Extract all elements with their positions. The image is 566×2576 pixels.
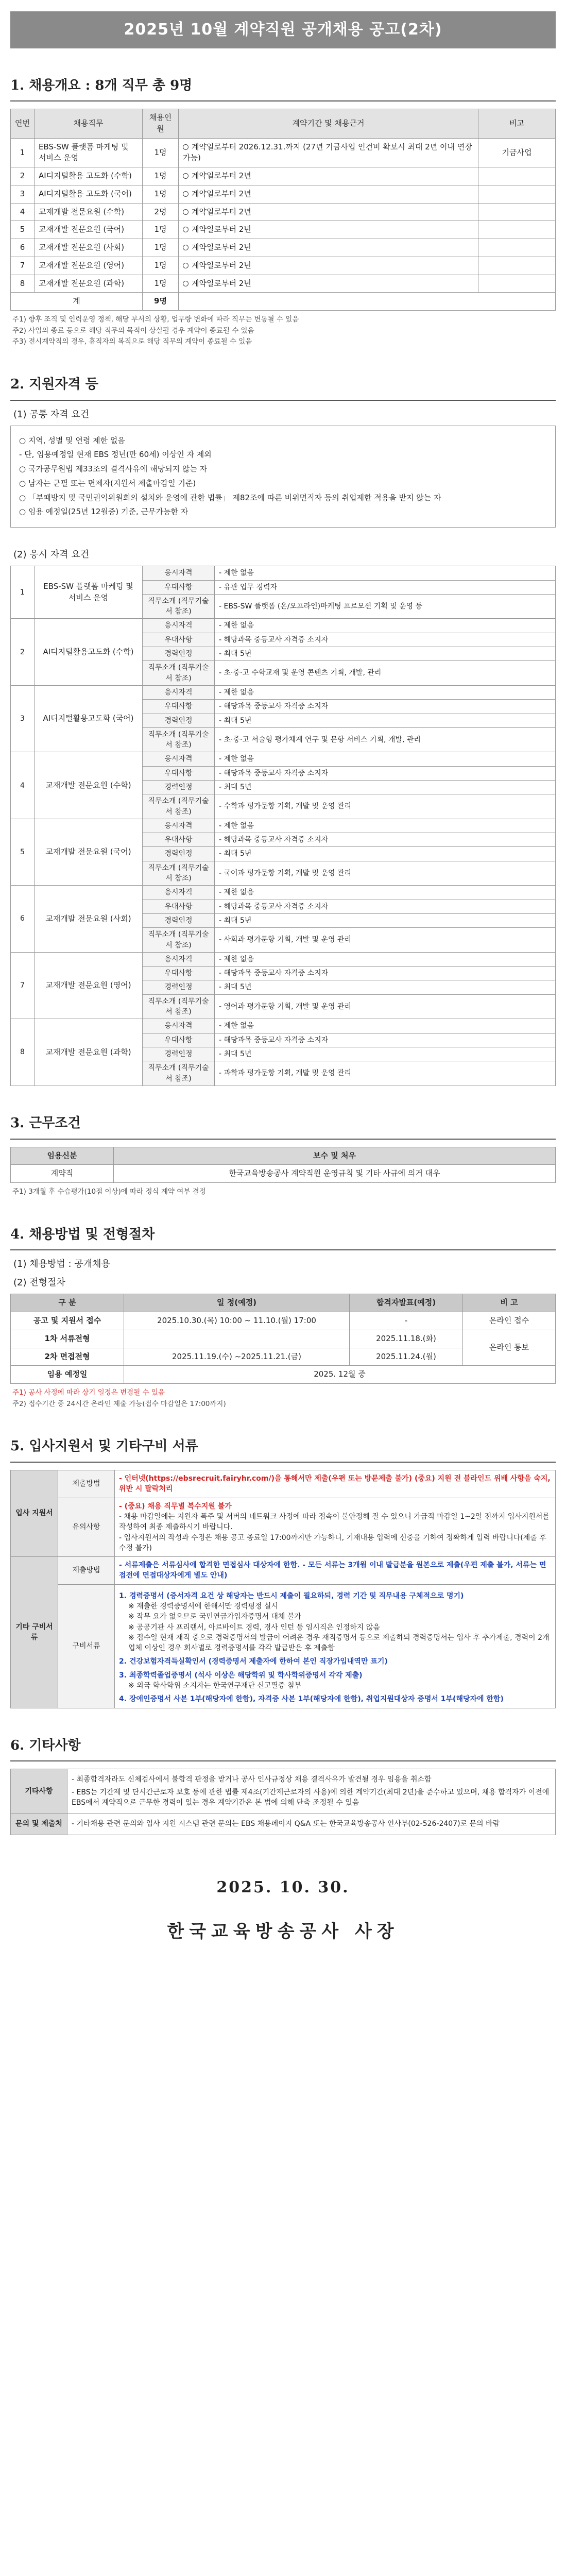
qual-no: 3 [11,685,35,752]
stage-name: 1차 서류전형 [11,1330,124,1348]
qual-value: - 수학과 평가문항 기획, 개발 및 운영 관리 [215,794,556,819]
row-period-cell [179,239,478,257]
row-no: 8 [11,275,35,293]
section-1-heading: 1. 채용개요 : 8개 직무 총 9명 [10,76,556,102]
total-label: 계 [11,293,143,311]
row-period: 계약일로부터 2년 [192,278,251,288]
qual-key: 경력인정 [143,913,215,927]
section-5-heading: 5. 입사지원서 및 기타구비 서류 [10,1437,556,1463]
qual-key: 경력인정 [143,647,215,661]
circle-bullet-icon [183,263,188,268]
recruit-overview-table [10,109,556,311]
qual-key: 경력인정 [143,980,215,994]
row-period: 계약일로부터 2년 [192,207,251,216]
doc-line [128,1601,551,1612]
extra-method-text: - 서류제출은 서류심사에 합격한 면접심사 대상자에 한함. - 모든 서류는 3개월 이내 발급분을 원본으로 제출(우편 제출 불가, 서류는 면접전에 면접대상자에게 별도 안내) [119,1561,546,1580]
work-condition-table [10,1147,556,1183]
issuer-name: 한국교육방송공사 사장 [167,1921,399,1942]
qual-key: 직무소개 (직무기술서 참조) [143,594,215,619]
qual-key: 직무소개 (직무기술서 참조) [143,994,215,1019]
qual-value: - 제한 없음 [215,886,556,900]
row-note [478,221,556,239]
row-job: 교재개발 전문요원 (수학) [35,203,143,221]
page-title: 2025년 10월 계약직원 공개채용 공고(2차) [10,11,556,48]
row-job: AI디지털활용 고도화 (수학) [35,167,143,185]
caution-label: 유의사항 [58,1498,115,1556]
doc-line [128,1633,551,1654]
row-note [478,239,556,257]
common-qual-box [10,426,556,528]
row-no: 4 [11,203,35,221]
qual-value: - 해당과목 중등교사 자격증 소지자 [215,967,556,980]
qual-value: - 해당과목 중등교사 자격증 소지자 [215,700,556,714]
qual-value: - 해당과목 중등교사 자격증 소지자 [215,833,556,847]
qual-value: - 최대 5년 [215,1047,556,1061]
qual-key: 우대사항 [143,967,215,980]
common-qual-subheading: (1) 공통 자격 요건 [13,409,89,420]
col-header: 채용인원 [143,109,179,139]
circle-bullet-icon [183,281,188,286]
qual-key: 응시자격 [143,819,215,833]
qual-key: 응시자격 [143,886,215,900]
doc-line [128,1681,551,1691]
circle-bullet-icon [183,173,188,179]
row-period-cell [179,138,478,167]
qual-value: - 제한 없음 [215,685,556,699]
row-no: 2 [11,167,35,185]
row-period: 계약일로부터 2년 [192,189,251,198]
qual-key: 우대사항 [143,633,215,647]
row-period: 계약일로부터 2년 [192,260,251,270]
stage-schedule: 2025.11.19.(수) ~2025.11.21.(금) [124,1348,350,1366]
table-row [11,185,556,203]
qual-key: 직무소개 (직무기술서 참조) [143,794,215,819]
qual-key: 직무소개 (직무기술서 참조) [143,861,215,886]
qual-value: - 최대 5년 [215,980,556,994]
row-note [478,185,556,203]
notice-date: 2025. 10. 30. [216,1878,350,1896]
stage-schedule [124,1330,350,1348]
qual-row [11,819,556,833]
section-3-note: 주1) 3개월 후 수습평가(10점 이상)에 따라 정식 계약 여부 결정 [12,1188,206,1196]
qual-key: 경력인정 [143,781,215,794]
qual-key: 응시자격 [143,752,215,766]
row-count: 1명 [143,221,179,239]
doc-text: 최종학력졸업증명서 (석사 이상은 해당학위 및 학사학위증명서 각각 제출) [129,1671,363,1680]
etc-cell [67,1769,556,1814]
circle-bullet-icon [183,245,188,250]
row-job: 교재개발 전문요원 (사회) [35,239,143,257]
total-empty [179,293,556,311]
docs-cell [115,1584,556,1708]
qual-key: 우대사항 [143,766,215,780]
stage-name: 임용 예정일 [11,1366,124,1384]
section-6-heading: 6. 기타사항 [10,1736,556,1762]
row-job: 교재개발 전문요원 (영어) [35,257,143,275]
stage-result: 2025.11.18.(화) [350,1330,463,1348]
qual-value: - 유관 업무 경력자 [215,580,556,594]
qual-value: - 제한 없음 [215,952,556,966]
qual-job: 교재개발 전문요원 (수학) [35,752,143,819]
process-table [10,1294,556,1384]
row-period-cell [179,275,478,293]
stage-schedule: 2025. 12월 중 [124,1366,556,1384]
doc-text: ※ 접수일 현재 재직 중으로 경력증명서의 발급이 어려운 경우 재직증명서 등으로 제출하되 경력증명서는 입사 후 추가제출, 경력이 2개 업체 이상인 경우 회사별로 경력증명서를 각각 발급받은 후 제출함 [128,1633,550,1653]
note-line: 주2) 사업의 종료 등으로 해당 직무의 목적이 상실될 경우 계약이 종료될 수 있음 [12,326,254,335]
col-header: 비고 [478,109,556,139]
stage-note: 온라인 통보 [463,1330,556,1366]
qual-key: 우대사항 [143,833,215,847]
qual-no: 7 [11,952,35,1019]
row-period-cell [179,257,478,275]
row-no: 5 [11,221,35,239]
common-qual-item: ○ 임용 예정일(25년 12월중) 기준, 근무가능한 자 [19,507,188,517]
table-row [11,221,556,239]
qual-row [11,685,556,699]
qual-row [11,619,556,633]
col-header: 비 고 [463,1294,556,1312]
col-header: 합격자발표(예정) [350,1294,463,1312]
qual-value: - 제한 없음 [215,619,556,633]
etc-line: - 최종합격자라도 신체검사에서 불합격 판정을 받거나 공사 인사규정상 채용 결격사유가 발견될 경우 임용을 취소함 [72,1775,432,1784]
qual-key: 우대사항 [143,580,215,594]
row-count: 1명 [143,257,179,275]
row-count: 1명 [143,185,179,203]
qual-no: 6 [11,886,35,952]
doc-index: 3. [119,1671,129,1680]
stage-note: 온라인 접수 [463,1312,556,1330]
doc-line [119,1591,551,1601]
row-period-cell [179,185,478,203]
method-subheading: (1) 채용방법 : 공개채용 [13,1259,110,1270]
employment-status: 계약직 [11,1165,114,1183]
qual-value: - 최대 5년 [215,647,556,661]
qual-key: 우대사항 [143,700,215,714]
row-period-cell [179,167,478,185]
specific-qual-subheading: (2) 응시 자격 요건 [13,549,89,561]
qual-value: - 최대 5년 [215,913,556,927]
note-line: 주1) 공사 사정에 따라 상기 일정은 변경될 수 있음 [12,1388,165,1397]
table-row [11,203,556,221]
qual-value: - 해당과목 중등교사 자격증 소지자 [215,900,556,913]
row-job: 교재개발 전문요원 (과학) [35,275,143,293]
qual-value: - 제한 없음 [215,566,556,580]
circle-bullet-icon [183,209,188,215]
qual-job: EBS-SW 플랫폼 마케팅 및 서비스 운영 [35,566,143,619]
qual-value: - 제한 없음 [215,752,556,766]
doc-text: ※ 작무 요가 없으므로 국민연금가입자증명서 대체 불가 [128,1613,301,1621]
total-row [11,293,556,311]
qual-row [11,952,556,966]
method-text: - 인터넷(https://ebsrecruit.fairyhr.com/)을 통해서만 제출(우편 또는 방문제출 불가) (중요) 지원 전 블라인드 위배 사항을 숙지, 위반 시 탈락처리 [119,1475,551,1494]
common-qual-item: ○ 지역, 성별 및 연령 제한 없음 [19,435,125,445]
qual-job: 교재개발 전문요원 (과학) [35,1019,143,1086]
col-header: 연번 [11,109,35,139]
qual-value: - 초·중·고 서술형 평가체계 연구 및 문항 서비스 기획, 개발, 관리 [215,727,556,752]
row-job: AI디지털활용 고도화 (국어) [35,185,143,203]
qual-value: - 최대 5년 [215,847,556,861]
documents-table [10,1470,556,1708]
doc-text: ※ 재출한 경력증명서에 한해서만 경력평정 실시 [128,1602,278,1611]
row-no: 6 [11,239,35,257]
doc-index: 1. [119,1591,129,1600]
qa-line: - 기타채용 관련 문의와 입사 지원 시스템 관련 문의는 EBS 채용페이지 Q&A 또는 한국교육방송공사 인사부(02-526-2407)로 문의 바람 [72,1820,500,1828]
qual-value: - 사회과 평가문항 기획, 개발 및 운영 관리 [215,928,556,953]
doc-text: ※ 외국 학사학위 소지자는 한국연구재단 신고필증 첨부 [128,1682,301,1690]
doc-text: 건강보험자격득실확인서 (경력증명서 제출자에 한하여 본인 직장가입내역만 표기) [129,1657,388,1666]
col-header: 채용직무 [35,109,143,139]
qual-row [11,752,556,766]
qual-key: 직무소개 (직무기술서 참조) [143,661,215,686]
section-4-heading: 4. 채용방법 및 전형절차 [10,1225,556,1251]
qual-key: 경력인정 [143,714,215,727]
qual-value: - 국어과 평가문항 기획, 개발 및 운영 관리 [215,861,556,886]
doc-text: 경력증명서 (증서자격 요건 상 해당자는 반드시 제출이 필요하되, 경력 기간 및 직무내용 구체적으로 명기) [129,1591,464,1600]
circle-bullet-icon [183,191,188,197]
row-count: 1명 [143,167,179,185]
stage-schedule: 2025.10.30.(목) 10:00 ~ 11.10.(월) 17:00 [124,1312,350,1330]
extra-method-cell [115,1557,556,1585]
qual-table [10,566,556,1086]
table-row [11,257,556,275]
qual-no: 5 [11,819,35,885]
qual-key: 응시자격 [143,952,215,966]
process-subheading: (2) 전형절차 [13,1277,65,1289]
col-header: 일 정(예정) [124,1294,350,1312]
qual-key: 응시자격 [143,566,215,580]
row-period: 계약일로부터 2년 [192,171,251,181]
total-count: 9명 [143,293,179,311]
qual-value: - 영어과 평가문항 기획, 개발 및 운영 관리 [215,994,556,1019]
row-period: 계약일로부터 2년 [192,243,251,252]
col-header: 구 분 [11,1294,124,1312]
row-count: 2명 [143,203,179,221]
doc-text: ※ 공공기관 사 프리랜서, 아르바이트 경력, 경사 인턴 등 임시직은 인정하지 않음 [128,1623,380,1632]
qual-value: - 최대 5년 [215,781,556,794]
qual-no: 1 [11,566,35,619]
qual-job: 교재개발 전문요원 (영어) [35,952,143,1019]
qual-key: 응시자격 [143,685,215,699]
qual-no: 8 [11,1019,35,1086]
qual-key: 응시자격 [143,619,215,633]
common-qual-item: ○ 국가공무원법 제33조의 결격사유에 해당되지 않는 자 [19,464,208,474]
docs-label: 구비서류 [58,1584,115,1708]
stage-name: 2차 면접전형 [11,1348,124,1366]
row-note: 기금사업 [478,138,556,167]
row-no: 3 [11,185,35,203]
row-job: EBS-SW 플랫폼 마케팅 및 서비스 운영 [35,138,143,167]
row-period: 계약일로부터 2026.12.31.까지 (27년 기금사업 인건비 확보시 최대 2년 이내 연장 가능) [183,142,472,163]
row-period-cell [179,221,478,239]
circle-bullet-icon [183,144,188,150]
row-job: 교재개발 전문요원 (국어) [35,221,143,239]
etc-line: - EBS는 기간제 및 단시간근로자 보호 등에 관한 법률 제4조(기간제근로자의 사용)에 의한 계약기간(최대 2년)을 준수하고 있으며, 채용 합격자가 이전에 EBS에서 계약직으로 근무한 경력이 있는 경우 계약기간은 본 법에 의해 단축 조정될 수 있음 [72,1788,550,1807]
side-label-extra: 기타 구비서류 [11,1557,58,1708]
qual-no: 4 [11,752,35,819]
section-1-notes [12,315,556,347]
qual-key: 우대사항 [143,1033,215,1047]
section-3-heading: 3. 근무조건 [10,1114,556,1140]
caution-line: - 채용 마감일에는 지원자 폭주 및 서버의 네트워크 사정에 따라 접속이 불안정해 질 수 있으니 가급적 마감일 1~2일 전까지 입사지원서를 작성하여 최종 제출하시기 바랍니다. [119,1512,550,1532]
table-row [11,275,556,293]
table-row [11,167,556,185]
qual-row [11,886,556,900]
doc-line [128,1612,551,1622]
row-no: 1 [11,138,35,167]
doc-text: 장애인증명서 사본 1부(해당자에 한함), 자격증 사본 1부(해당자에 한함), 취업지원대상자 증명서 1부(해당자에 한함) [129,1695,504,1704]
stage-result: - [350,1312,463,1330]
circle-bullet-icon [183,227,188,232]
qual-key: 경력인정 [143,847,215,861]
qual-key: 직무소개 (직무기술서 참조) [143,727,215,752]
qual-job: 교재개발 전문요원 (국어) [35,819,143,885]
row-count: 1명 [143,138,179,167]
qual-value: - 제한 없음 [215,819,556,833]
common-qual-item: - 단, 임용예정일 현재 EBS 정년(만 60세) 이상인 자 제외 [19,450,212,460]
row-no: 7 [11,257,35,275]
qa-cell [67,1814,556,1835]
caution-line: - (중요) 채용 직무별 복수지원 불가 [119,1502,232,1511]
method-cell [115,1470,556,1498]
row-note [478,167,556,185]
section-2-heading: 2. 지원자격 등 [10,375,556,401]
qual-value: - 최대 5년 [215,714,556,727]
side-label-application: 입사 지원서 [11,1470,58,1557]
qual-value: - 초·중·고 수학교재 및 운영 콘텐츠 기획, 개발, 관리 [215,661,556,686]
doc-line [128,1622,551,1633]
qual-job: 교재개발 전문요원 (사회) [35,886,143,952]
caution-cell [115,1498,556,1556]
qa-label: 문의 및 제출처 [11,1814,67,1835]
qual-value: - 해당과목 중등교사 자격증 소지자 [215,766,556,780]
qual-value: - 제한 없음 [215,1019,556,1033]
row-count: 1명 [143,275,179,293]
qual-job: AI디지털활용고도화 (수학) [35,619,143,685]
qual-row [11,566,556,580]
method-label: 제출방법 [58,1470,115,1498]
section-4-notes [12,1388,556,1409]
note-line: 주3) 전시계약직의 경우, 휴직자의 복직으로 해당 직무의 계약이 종료될 수 있음 [12,337,252,346]
col-header: 임용신분 [11,1147,114,1165]
qual-value: - 해당과목 중등교사 자격증 소지자 [215,1033,556,1047]
qual-no: 2 [11,619,35,685]
qual-value: - 해당과목 중등교사 자격증 소지자 [215,633,556,647]
table-row [11,138,556,167]
qual-key: 경력인정 [143,1047,215,1061]
doc-line [119,1656,551,1667]
etc-label: 기타사항 [11,1769,67,1814]
row-note [478,203,556,221]
caution-line: - 입사지원서의 작성과 수정은 채용 공고 종료일 17:00까지만 가능하니, 기재내용 입력에 신중을 기하여 정확하게 입력 바랍니다(제출 후 수정 불가) [119,1533,546,1552]
row-period-cell [179,203,478,221]
table-row [11,239,556,257]
doc-index: 2. [119,1657,129,1666]
row-note [478,257,556,275]
stage-result: 2025.11.24.(월) [350,1348,463,1366]
qual-key: 직무소개 (직무기술서 참조) [143,1061,215,1086]
stage-name: 공고 및 지원서 접수 [11,1312,124,1330]
col-header: 계약기간 및 채용근거 [179,109,478,139]
row-count: 1명 [143,239,179,257]
qual-key: 우대사항 [143,900,215,913]
common-qual-item: ○ 남자는 군필 또는 면제자(지원서 제출마감일 기준) [19,478,196,488]
qual-row [11,1019,556,1033]
qual-key: 직무소개 (직무기술서 참조) [143,928,215,953]
extra-method-label: 제출방법 [58,1557,115,1585]
qual-key: 응시자격 [143,1019,215,1033]
qual-value: - EBS-SW 플랫폼 (온/오프라인)마케팅 프로모션 기획 및 운영 등 [215,594,556,619]
doc-line [119,1670,551,1681]
qual-value: - 과학과 평가문항 기획, 개발 및 운영 관리 [215,1061,556,1086]
col-header: 보수 및 처우 [114,1147,556,1165]
note-line: 주1) 향후 조직 및 인력운영 정책, 해당 부서의 상황, 업무량 변화에 따라 직무는 변동될 수 있음 [12,315,299,324]
row-note [478,275,556,293]
doc-line [119,1694,551,1704]
doc-index: 4. [119,1695,129,1704]
row-period: 계약일로부터 2년 [192,225,251,234]
qual-job: AI디지털활용고도화 (국어) [35,685,143,752]
note-line: 주2) 접수기간 중 24시간 온라인 제출 가능(접수 마감일은 17:00까지) [12,1399,226,1408]
etc-table [10,1769,556,1835]
common-qual-item: ○ 「부패방지 및 국민권익위원회의 설치와 운영에 관한 법률」 제82조에 따른 비위면직자 등의 취업제한 적용을 받지 않는 자 [19,493,441,502]
pay-text: 한국교육방송공사 계약직원 운영규칙 및 기타 사규에 의거 대우 [114,1165,556,1183]
